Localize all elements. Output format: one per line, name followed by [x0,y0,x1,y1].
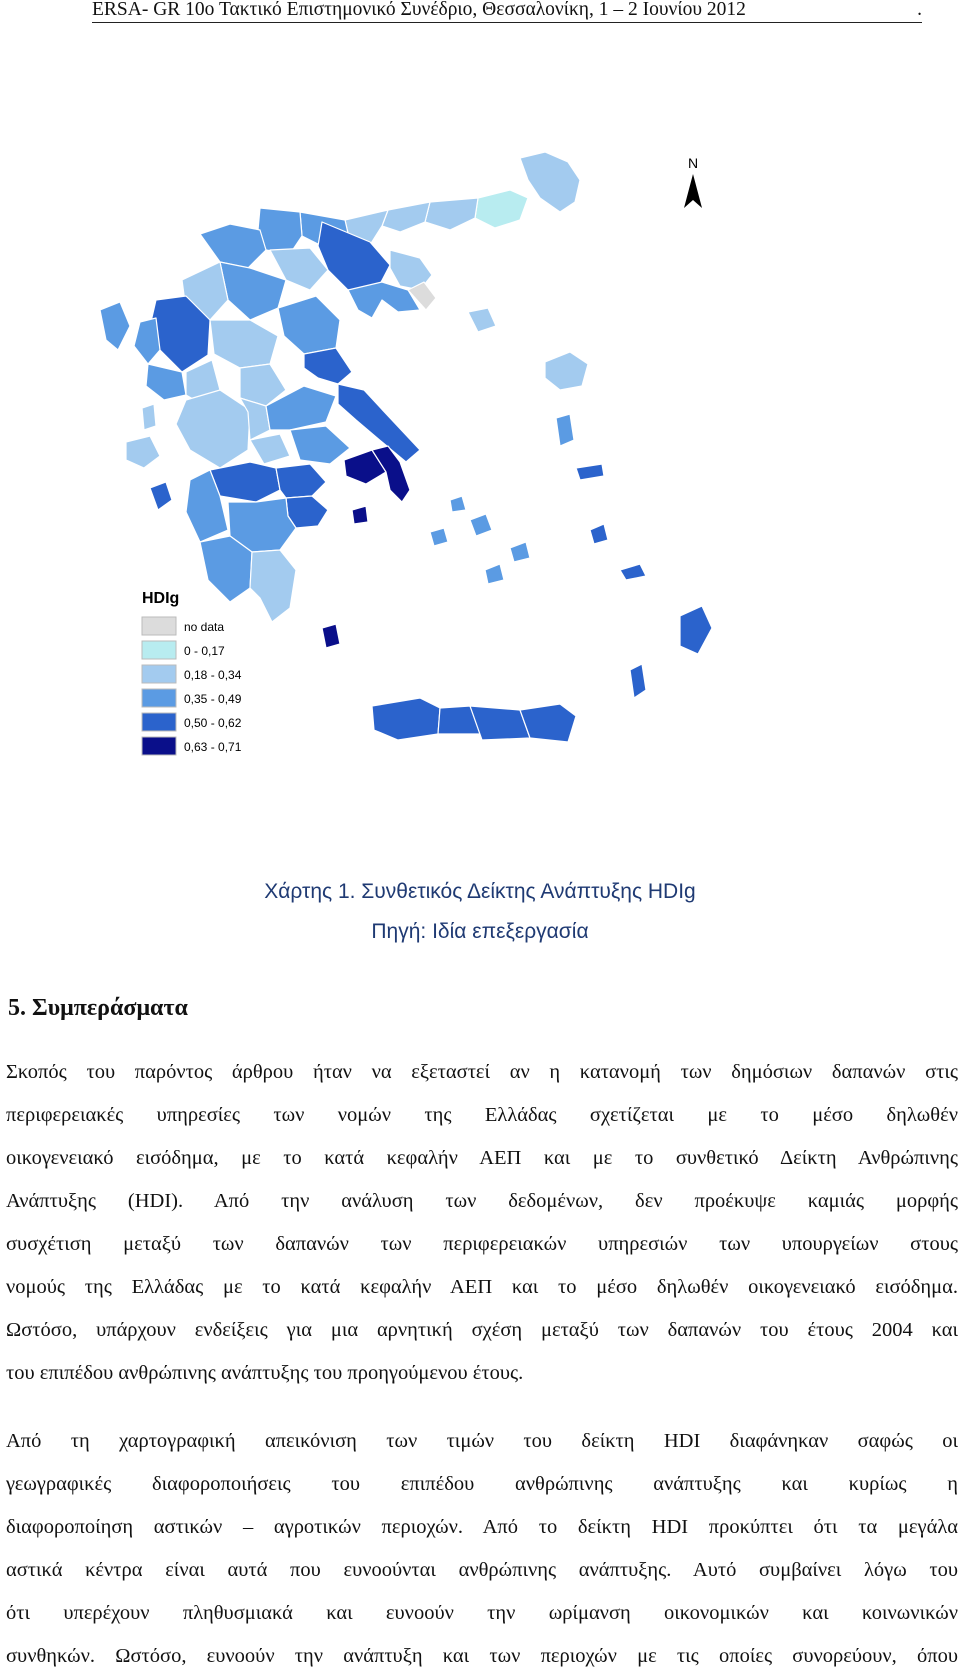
region-aitoloakarnania [176,390,250,468]
paragraph-line: γεωγραφικές διαφοροποιήσεις του επιπέδου ανθρώπινης ανάπτυξης και κυρίως η [6,1473,958,1495]
region-thesprotia [134,318,160,364]
region-korinthia [276,464,326,498]
paragraph-line: Από τη χαρτογραφική απεικόνιση των τιμών του δείκτη HDI διαφάνηκαν σαφώς οι [6,1430,958,1452]
region-samos [576,464,604,480]
section-heading: 5. Συμπεράσματα [8,995,188,1021]
region-chios [556,414,574,446]
paragraph-line: Ανάπτυξης (HDI). Από την ανάλυση των δεδομένων, δεν προέκυψε καμιάς μορφής [6,1190,958,1212]
paragraph-line: συνθηκών. Ωστόσο, ευνοούν την ανάπτυξη και των περιοχών με τις οποίες συνορεύουν, όπου [6,1645,958,1667]
paragraph-line: του επιπέδου ανθρώπινης ανάπτυξης του προηγούμενου έτους. [6,1362,524,1384]
paragraph-line: συσχέτιση μεταξύ των δαπανών των περιφερειακών υπηρεσιών των υπουργείων στους [6,1233,958,1255]
region-kozani [220,262,286,320]
paragraph-line: Ωστόσο, υπάρχουν ενδείξεις για μια αρνητική σχέση μεταξύ των δαπανών του έτους 2004 και [6,1319,958,1341]
legend-label-2: 0,18 - 0,34 [184,668,242,682]
legend-label-3: 0,35 - 0,49 [184,692,242,706]
paragraph-line: ότι υπερέχουν πληθυσμιακά και ευνοούν την ωρίμανση οικονομικών και κοινωνικών [6,1602,958,1624]
region-lefkada [142,404,156,430]
legend-swatch-2 [142,665,176,683]
legend-label-5: 0,63 - 0,71 [184,740,242,754]
region-aegina [352,506,368,524]
paragraph-conclusions-2 [6,1420,958,1678]
legend-label-nodata: no data [184,620,225,634]
region-zakynthos [150,482,172,510]
legend-label-4: 0,50 - 0,62 [184,716,242,730]
figure-caption-source: Πηγή: Ιδία επεξεργασία [371,920,589,943]
paragraph-line: διαφοροποίηση αστικών – αγροτικών περιοχών. Από το δείκτη HDI προκύπτει ότι τα μεγάλα [6,1516,958,1538]
north-arrow [684,155,702,208]
running-header [92,0,922,23]
region-kyklades-b [470,514,492,536]
region-kyklades-a [430,528,448,546]
region-evros-upper [475,190,528,228]
region-kefalonia [126,436,160,468]
region-messinia [200,536,252,602]
north-arrow-label: N [688,155,699,171]
header-title: ERSA- GR 10ο Τακτικό Επιστημονικό Συνέδριο, Θεσσαλονίκη, 1 – 2 Ιουνίου 2012 [92,0,746,20]
greece-hdi-map [90,150,870,820]
region-viotia [290,426,350,464]
region-kyklades-e [450,496,466,512]
paragraph-line: περιφερειακές υπηρεσίες των νομών της Ελλάδας σχετίζεται με το μέσο δηλωθέν [6,1104,958,1126]
legend-swatch-3 [142,689,176,707]
region-rodopi [425,198,478,230]
legend-swatch-5 [142,737,176,755]
map-svg [90,150,870,820]
paragraph-line: αστικά κέντρα είναι αυτά που ευνοούνται ανθρώπινης ανάπτυξης. Αυτό συμβαίνει λόγω του [6,1559,958,1581]
legend-title: HDIg [142,590,180,607]
region-kerkyra [100,302,130,350]
region-dodekanisa-small [590,524,608,544]
north-arrow-icon [684,174,702,208]
region-trikala [210,320,278,368]
header-trailing-dot: . [917,0,922,20]
legend-swatch-1 [142,641,176,659]
region-thrace-east [520,152,580,212]
paragraph-line: Σκοπός του παρόντος άρθρου ήταν να εξεταστεί αν η κατανομή των δημόσιων δαπανών στις [6,1061,958,1083]
region-dodekanisa-rhodes [680,606,712,654]
region-kyklades-d [485,564,504,584]
paragraph-line: οικογενειακό εισόδημα, με το κατά κεφαλήν ΑΕΠ και με το συνθετικό Δείκτη Ανθρώπινης [6,1147,958,1169]
region-kyklades-c [510,542,530,562]
region-magnesia [304,348,352,384]
map-legend [142,590,242,755]
region-dodekanisa-karpathos [630,664,646,698]
region-lesvos [545,352,588,390]
region-kythira [322,624,340,648]
region-larisa [278,296,340,354]
region-florina [200,224,266,268]
region-lakonia [250,550,296,622]
region-xanthi [382,202,430,232]
region-fokida [250,434,290,464]
figure-caption-title: Χάρτης 1. Συνθετικός Δείκτης Ανάπτυξης HDIg [264,880,696,903]
paragraph-conclusions-1 [6,1051,958,1395]
legend-label-1: 0 - 0,17 [184,644,225,658]
region-dodekanisa-kos [620,564,646,580]
paragraph-line: νομούς της Ελλάδας με το κατά κεφαλήν ΑΕΠ και το μέσο δηλωθέν οικογενειακό εισόδημα. [6,1276,958,1298]
region-chania [372,698,440,740]
region-limnos [468,308,496,332]
legend-swatch-nodata [142,617,176,635]
legend-swatch-4 [142,713,176,731]
